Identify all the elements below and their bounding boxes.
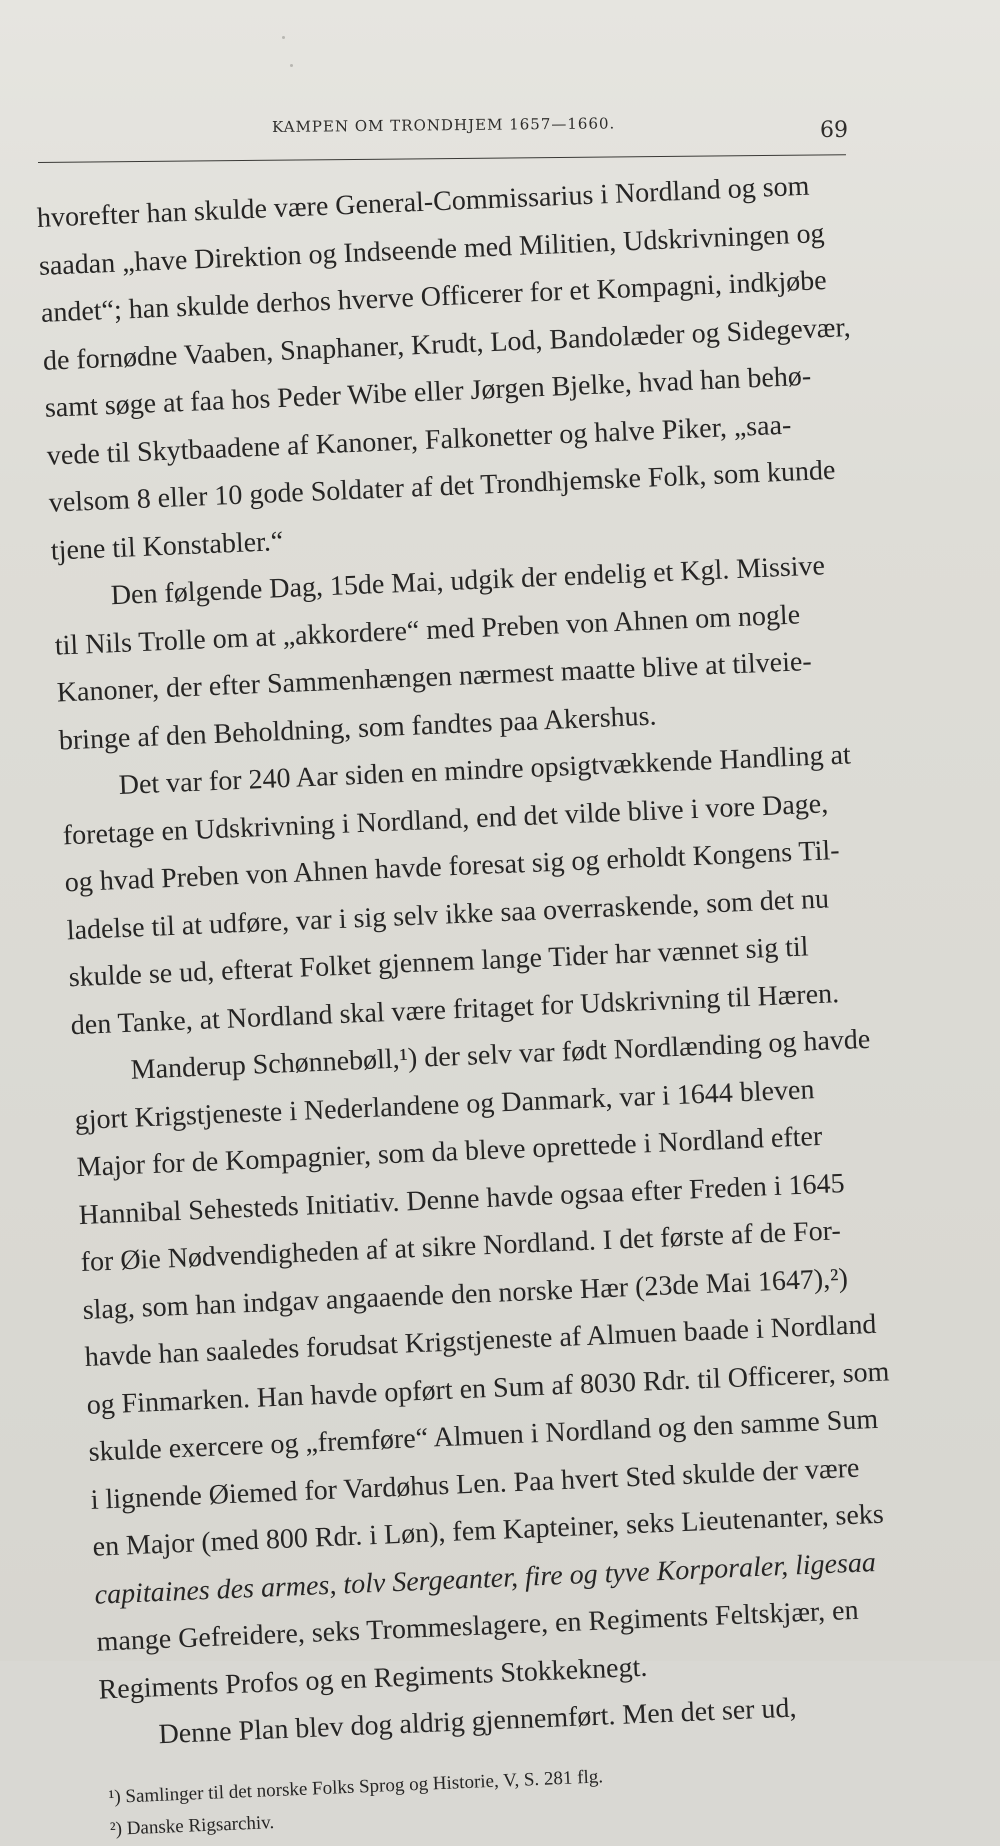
footnote-2: ²) Danske Rigsarchiv. xyxy=(109,1812,275,1840)
text-line: i lignende Øiemed for Vardøhus Len. Paa hvert Sted skulde der være xyxy=(90,1452,860,1516)
text-line: velsom 8 eller 10 gode Soldater af det Trondhjemske Folk, som kunde xyxy=(48,454,836,519)
text-line: mange Gefreidere, seks Trommeslagere, en Regiments Feltskjær, en xyxy=(96,1594,860,1658)
text-line: andet“; han skulde derhos hverve Officerer for et Kompagni, indkjøbe xyxy=(40,264,828,329)
paragraph-first-line: Denne Plan blev dog aldrig gjennemført. Men det ser ud, xyxy=(157,1692,798,1751)
text-line: Kanoner, der efter Sammenhængen nærmest maatte blive at tilveie- xyxy=(56,645,813,709)
text-line: hvorefter han skulde være General-Commissarius i Nordland og som xyxy=(36,170,810,234)
text-line: en Major (med 800 Rdr. i Løn), fem Kapteiner, seks Lieutenanter, seks xyxy=(92,1498,885,1563)
text-line: Regiments Profos og en Regiments Stokkeknegt. xyxy=(97,1651,648,1706)
running-title: KAMPEN OM TRONDHJEM 1657—1660. xyxy=(272,114,616,136)
body-text xyxy=(36,160,931,1761)
text-line: den Tanke, at Nordland skal være fritaget for Udskrivning til Hæren. xyxy=(70,977,840,1041)
paper-speck xyxy=(290,64,293,67)
text-line: saadan „have Direktion og Indseende med Militien, Udskrivningen og xyxy=(38,217,826,282)
text-line: og Finmarken. Han havde opført en Sum af 8030 Rdr. til Officerer, som xyxy=(86,1355,890,1421)
text-line: og hvad Preben von Ahnen havde foresat sig og erholdt Kongens Til- xyxy=(64,834,841,899)
text-line: skulde se ud, efterat Folket gjennem lange Tider har vænnet sig til xyxy=(68,931,810,994)
paper-speck xyxy=(282,36,285,39)
text-line: foretage en Udskrivning i Nordland, end det vilde blive i vore Dage, xyxy=(62,787,829,851)
text-line: havde han saaledes forudsat Krigstjeneste af Almuen baade i Nordland xyxy=(84,1308,877,1373)
text-line: capitaines des armes, tolv Sergeanter, fire og tyve Korporaler, ligesaa xyxy=(94,1546,877,1611)
text-line: gjort Krigstjeneste i Nederlandene og Danmark, var i 1644 bleven xyxy=(74,1073,815,1136)
paragraph-first-line: Den følgende Dag, 15de Mai, udgik der endelig et Kgl. Missive xyxy=(110,550,826,612)
text-line: skulde exercere og „fremføre“ Almuen i Nordland og den samme Sum xyxy=(88,1403,879,1468)
text-line: tjene til Konstabler.“ xyxy=(50,525,284,567)
header-rule xyxy=(38,154,846,163)
footnote-1: ¹) Samlinger til det norske Folks Sprog og Historie, V, S. 281 flg. xyxy=(108,1766,604,1808)
text-line: til Nils Trolle om at „akkordere“ med Preben von Ahnen om nogle xyxy=(54,598,801,662)
text-line: bringe af den Beholdning, som fandtes paa Akershus. xyxy=(58,699,657,757)
text-line: ladelse til at udføre, var i sig selv ikke saa overraskende, som det nu xyxy=(66,882,830,946)
text-line: for Øie Nødvendigheden af at sikre Nordland. I det første af de For- xyxy=(80,1215,842,1279)
text-line: Hannibal Sehesteds Initiativ. Denne havde ogsaa efter Freden i 1645 xyxy=(78,1167,846,1231)
text-line: slag, som han indgav angaaende den norske Hær (23de Mai 1647),²) xyxy=(82,1262,849,1326)
text-line: samt søge at faa hos Peder Wibe eller Jørgen Bjelke, hvad han behø- xyxy=(44,360,812,424)
footnotes xyxy=(108,1750,870,1846)
page-number: 69 xyxy=(820,118,848,143)
text-line: vede til Skytbaadene af Kanoner, Falkonetter og halve Piker, „saa- xyxy=(46,409,792,472)
text-line: de fornødne Vaaben, Snaphaner, Krudt, Lod, Bandolæder og Sidegevær, xyxy=(42,311,852,377)
text-line: Major for de Kompagnier, som da bleve oprettede i Nordland efter xyxy=(76,1120,823,1184)
paragraph-first-line: Manderup Schønnebøll,¹) der selv var født Nordlænding og havde xyxy=(130,1023,871,1086)
paragraph-first-line: Det var for 240 Aar siden en mindre opsigtvækkende Handling at xyxy=(118,739,852,802)
